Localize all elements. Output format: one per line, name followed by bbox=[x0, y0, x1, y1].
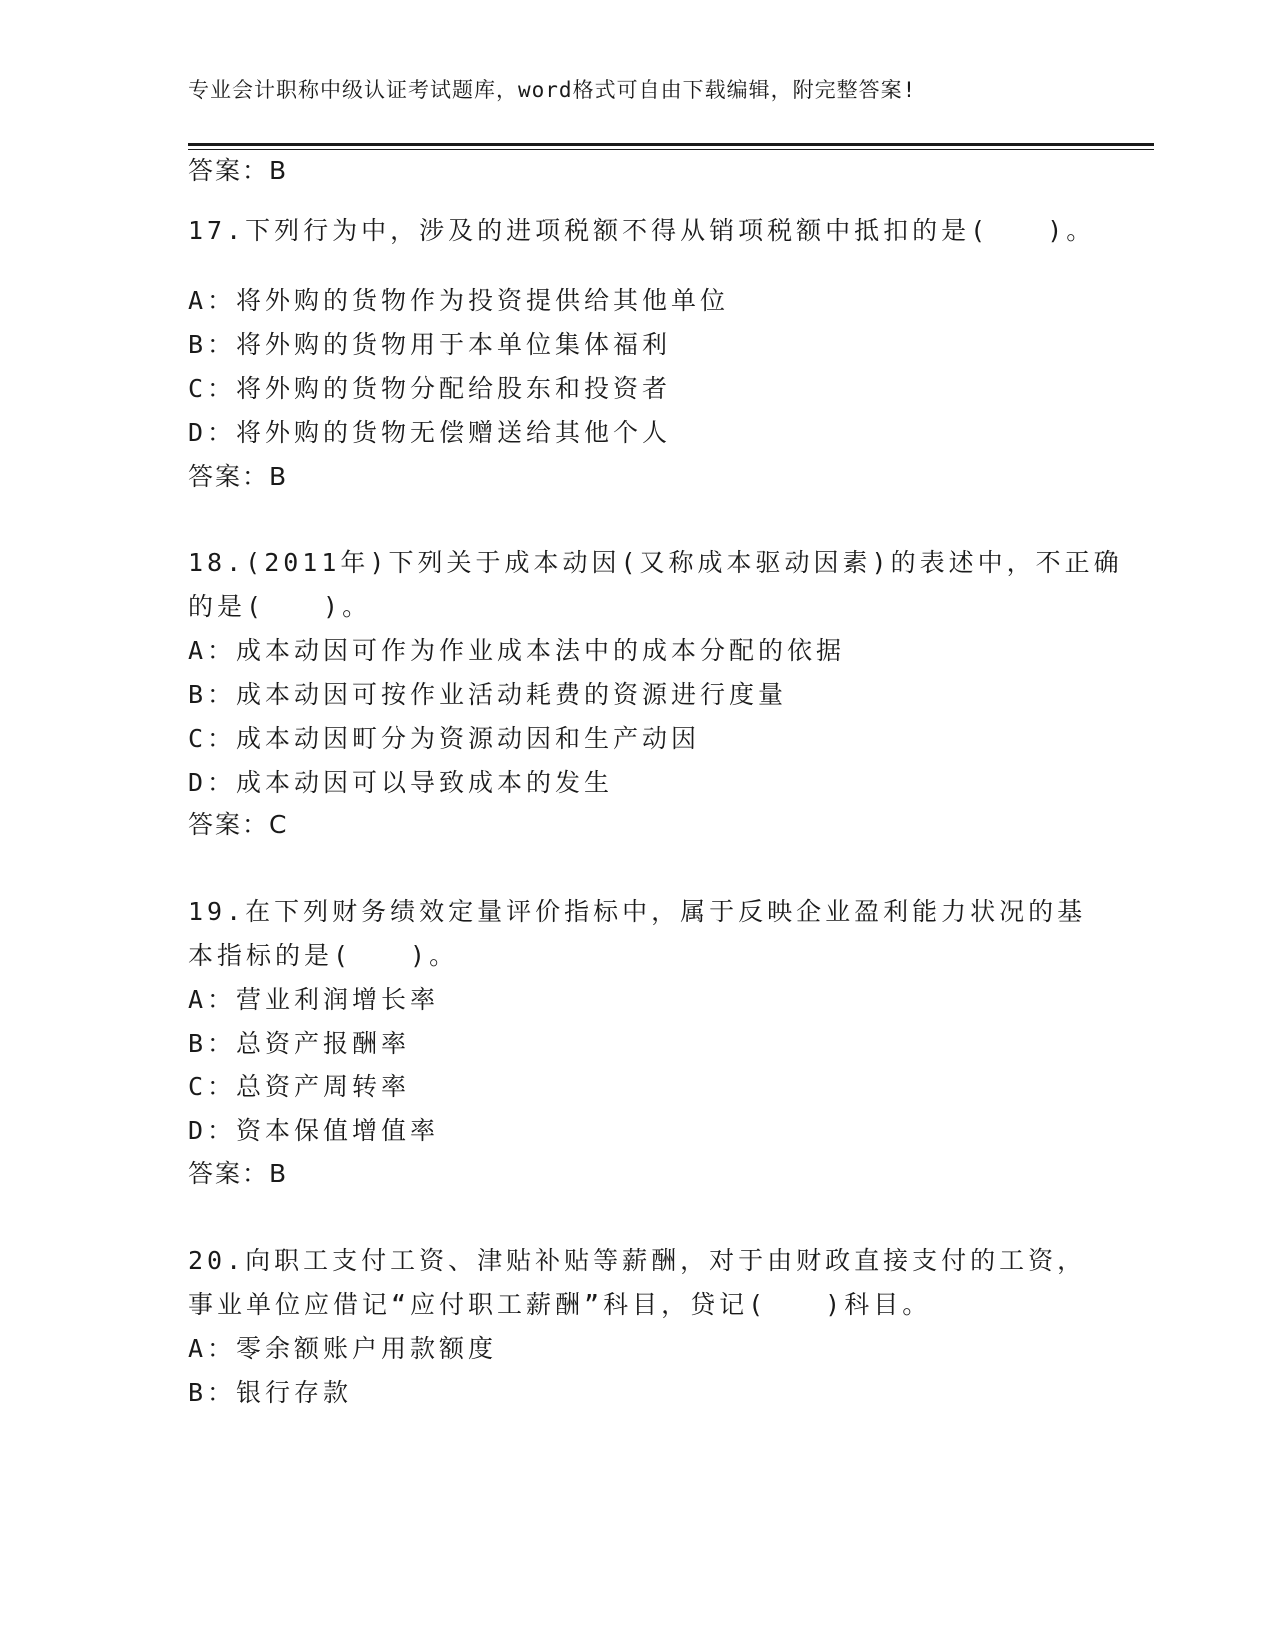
answer-19: 答案：B bbox=[188, 1159, 289, 1188]
question-19-option-a: A：营业利润增长率 bbox=[188, 985, 440, 1014]
question-20-option-a: A：零余额账户用款额度 bbox=[188, 1334, 498, 1363]
question-19-stem-line-1: 19.在下列财务绩效定量评价指标中，属于反映企业盈利能力状况的基 bbox=[188, 897, 1087, 926]
page-header: 专业会计职称中级认证考试题库，word格式可自由下载编辑，附完整答案! bbox=[188, 78, 917, 102]
question-20-stem-line-1: 20.向职工支付工资、津贴补贴等薪酬，对于由财政直接支付的工资， bbox=[188, 1246, 1087, 1275]
question-17-option-c: C：将外购的货物分配给股东和投资者 bbox=[188, 374, 672, 403]
question-17-stem: 17.下列行为中，涉及的进项税额不得从销项税额中抵扣的是( )。 bbox=[188, 216, 1096, 245]
question-17-option-a: A：将外购的货物作为投资提供给其他单位 bbox=[188, 286, 730, 315]
question-18-option-d: D：成本动因可以导致成本的发生 bbox=[188, 768, 614, 797]
question-17-option-d: D：将外购的货物无偿赠送给其他个人 bbox=[188, 418, 672, 447]
header-rule-thin bbox=[188, 149, 1154, 150]
question-18-stem-line-1: 18.(2011年)下列关于成本动因(又称成本驱动因素)的表述中，不正确 bbox=[188, 548, 1123, 577]
question-19-stem-line-2: 本指标的是( )。 bbox=[188, 941, 459, 970]
question-18-option-a: A：成本动因可作为作业成本法中的成本分配的依据 bbox=[188, 636, 846, 665]
answer-17: 答案：B bbox=[188, 462, 289, 491]
question-17-option-b: B：将外购的货物用于本单位集体福利 bbox=[188, 330, 672, 359]
question-19-option-c: C：总资产周转率 bbox=[188, 1072, 411, 1101]
question-19-option-b: B：总资产报酬率 bbox=[188, 1029, 411, 1058]
question-19-option-d: D：资本保值增值率 bbox=[188, 1116, 440, 1145]
question-18-option-c: C：成本动因町分为资源动因和生产动因 bbox=[188, 724, 701, 753]
question-20-option-b: B：银行存款 bbox=[188, 1378, 353, 1407]
question-18-option-b: B：成本动因可按作业活动耗费的资源进行度量 bbox=[188, 680, 788, 709]
question-18-stem-line-2: 的是( )。 bbox=[188, 592, 372, 621]
header-rule-thick bbox=[188, 143, 1154, 146]
question-20-stem-line-2: 事业单位应借记“应付职工薪酬”科目，贷记( )科目。 bbox=[188, 1290, 932, 1319]
answer-16: 答案：B bbox=[188, 156, 289, 185]
answer-18: 答案：C bbox=[188, 810, 289, 839]
